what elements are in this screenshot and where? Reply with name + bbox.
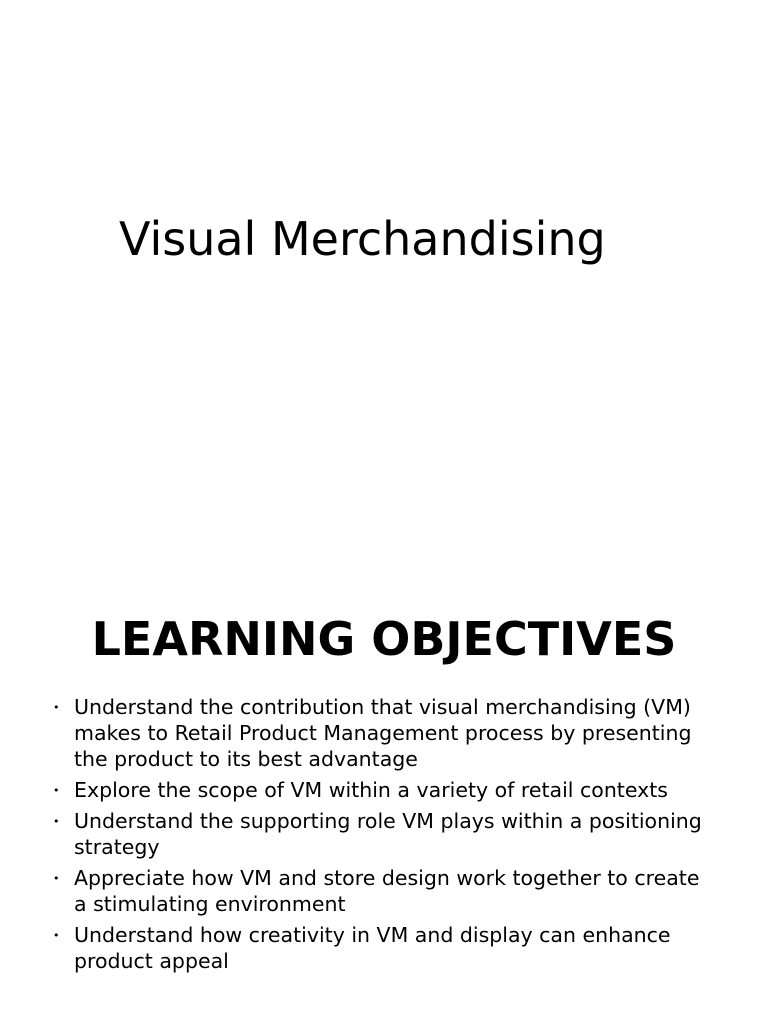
objectives-slide <box>0 576 768 1024</box>
bullet-icon: • <box>53 815 60 828</box>
list-item <box>50 694 710 772</box>
objective-text: Explore the scope of VM within a variety of retail contexts <box>74 778 668 802</box>
objective-text: Understand the contribution that visual merchandising (VM) makes to Retail Product Management process by presenting the product to its best advantage <box>74 695 692 771</box>
list-item <box>50 865 710 917</box>
bullet-icon: • <box>53 929 60 942</box>
objective-text: Understand how creativity in VM and display can enhance product appeal <box>74 923 671 973</box>
list-item <box>50 808 710 860</box>
objectives-list <box>50 694 710 979</box>
objective-text: Understand the supporting role VM plays within a positioning strategy <box>74 809 702 859</box>
list-item <box>50 922 710 974</box>
bullet-icon: • <box>53 872 60 885</box>
bullet-icon: • <box>53 784 60 797</box>
objectives-heading: LEARNING OBJECTIVES <box>91 612 677 666</box>
objective-text: Appreciate how VM and store design work together to create a stimulating environment <box>74 866 700 916</box>
list-item <box>50 777 710 803</box>
bullet-icon: • <box>53 701 60 714</box>
presentation-title: Visual Merchandising <box>119 212 606 266</box>
